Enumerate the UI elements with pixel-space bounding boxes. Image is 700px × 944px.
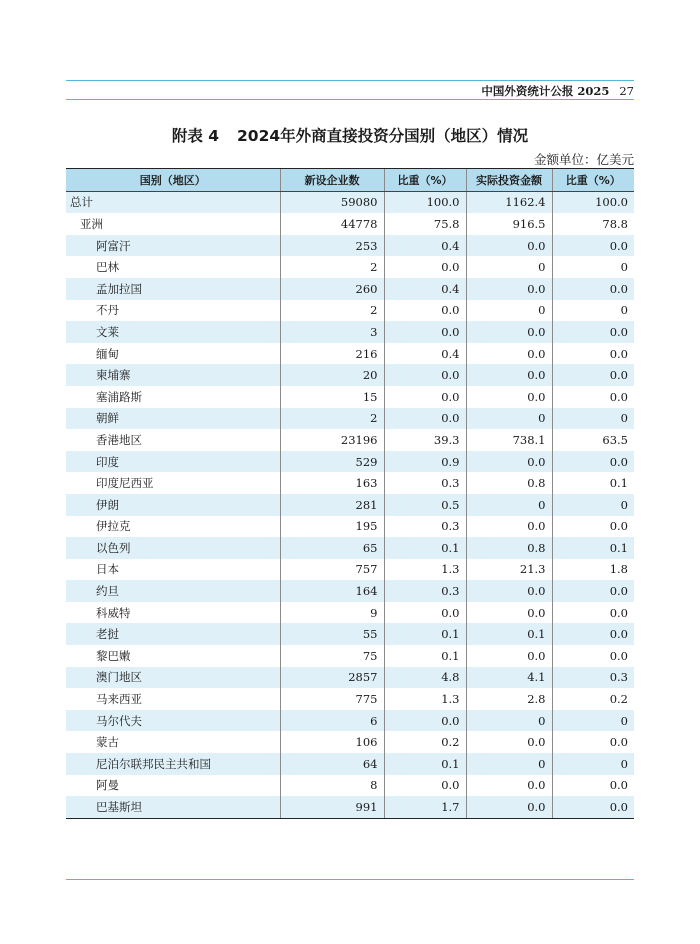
actual-investment-cell: 0.0 <box>466 796 552 818</box>
new-enterprises-cell: 106 <box>280 731 384 753</box>
new-enterprises-cell: 55 <box>280 623 384 645</box>
new-enterprises-cell: 216 <box>280 343 384 365</box>
table-header-row <box>66 169 634 192</box>
investment-share-cell: 0.0 <box>552 451 634 473</box>
investment-share-cell: 63.5 <box>552 429 634 451</box>
region-cell: 亚洲 <box>66 213 280 235</box>
table-row <box>66 235 634 257</box>
table-row <box>66 775 634 797</box>
table-row <box>66 710 634 732</box>
investment-share-cell: 78.8 <box>552 213 634 235</box>
enterprise-share-cell: 0.0 <box>384 256 466 278</box>
new-enterprises-cell: 2 <box>280 256 384 278</box>
actual-investment-cell: 0.0 <box>466 775 552 797</box>
region-cell: 伊拉克 <box>66 516 280 538</box>
region-cell: 阿富汗 <box>66 235 280 257</box>
enterprise-share-cell: 0.3 <box>384 580 466 602</box>
region-cell: 印度尼西亚 <box>66 472 280 494</box>
actual-investment-cell: 21.3 <box>466 559 552 581</box>
new-enterprises-cell: 991 <box>280 796 384 818</box>
region-cell: 日本 <box>66 559 280 581</box>
investment-share-cell: 0 <box>552 256 634 278</box>
table-row <box>66 472 634 494</box>
actual-investment-cell: 738.1 <box>466 429 552 451</box>
enterprise-share-cell: 0.0 <box>384 386 466 408</box>
new-enterprises-cell: 2 <box>280 300 384 322</box>
new-enterprises-cell: 164 <box>280 580 384 602</box>
investment-share-cell: 0.0 <box>552 602 634 624</box>
enterprise-share-cell: 1.7 <box>384 796 466 818</box>
table-row <box>66 559 634 581</box>
running-head <box>66 84 634 98</box>
investment-share-cell: 0 <box>552 494 634 516</box>
enterprise-share-cell: 0.0 <box>384 710 466 732</box>
actual-investment-cell: 0.8 <box>466 537 552 559</box>
table-label: 附表 4 <box>171 127 220 145</box>
new-enterprises-cell: 8 <box>280 775 384 797</box>
actual-investment-cell: 0 <box>466 408 552 430</box>
investment-share-cell: 0.1 <box>552 472 634 494</box>
new-enterprises-cell: 253 <box>280 235 384 257</box>
new-enterprises-cell: 44778 <box>280 213 384 235</box>
enterprise-share-cell: 1.3 <box>384 559 466 581</box>
table-row <box>66 343 634 365</box>
enterprise-share-cell: 0.0 <box>384 408 466 430</box>
table-row <box>66 580 634 602</box>
investment-share-cell: 1.8 <box>552 559 634 581</box>
region-cell: 黎巴嫩 <box>66 645 280 667</box>
new-enterprises-cell: 281 <box>280 494 384 516</box>
enterprise-share-cell: 75.8 <box>384 213 466 235</box>
enterprise-share-cell: 0.2 <box>384 731 466 753</box>
new-enterprises-cell: 65 <box>280 537 384 559</box>
enterprise-share-cell: 0.9 <box>384 451 466 473</box>
region-cell: 蒙古 <box>66 731 280 753</box>
table-row <box>66 429 634 451</box>
investment-share-cell: 100.0 <box>552 191 634 213</box>
table-row <box>66 256 634 278</box>
investment-table <box>66 168 634 819</box>
region-cell: 澳门地区 <box>66 667 280 689</box>
actual-investment-cell: 0.0 <box>466 364 552 386</box>
actual-investment-cell: 0 <box>466 300 552 322</box>
investment-share-cell: 0.2 <box>552 688 634 710</box>
region-cell: 香港地区 <box>66 429 280 451</box>
region-cell: 塞浦路斯 <box>66 386 280 408</box>
top-rule <box>66 80 634 81</box>
table-row <box>66 516 634 538</box>
enterprise-share-cell: 100.0 <box>384 191 466 213</box>
new-enterprises-cell: 195 <box>280 516 384 538</box>
table-title-text: 2024年外商直接投资分国别（地区）情况 <box>237 127 529 145</box>
actual-investment-cell: 0 <box>466 256 552 278</box>
page-number: 27 <box>619 84 634 98</box>
column-header-share-investment: 比重（%） <box>552 169 634 192</box>
enterprise-share-cell: 0.0 <box>384 602 466 624</box>
region-cell: 马尔代夫 <box>66 710 280 732</box>
new-enterprises-cell: 20 <box>280 364 384 386</box>
investment-share-cell: 0 <box>552 710 634 732</box>
enterprise-share-cell: 0.0 <box>384 321 466 343</box>
investment-share-cell: 0 <box>552 753 634 775</box>
table-row <box>66 753 634 775</box>
region-cell: 总计 <box>66 191 280 213</box>
actual-investment-cell: 916.5 <box>466 213 552 235</box>
region-cell: 老挝 <box>66 623 280 645</box>
region-cell: 科威特 <box>66 602 280 624</box>
new-enterprises-cell: 59080 <box>280 191 384 213</box>
enterprise-share-cell: 0.0 <box>384 775 466 797</box>
table-row <box>66 213 634 235</box>
new-enterprises-cell: 3 <box>280 321 384 343</box>
new-enterprises-cell: 529 <box>280 451 384 473</box>
new-enterprises-cell: 260 <box>280 278 384 300</box>
new-enterprises-cell: 775 <box>280 688 384 710</box>
column-header-new-enterprises: 新设企业数 <box>280 169 384 192</box>
actual-investment-cell: 0.0 <box>466 278 552 300</box>
actual-investment-cell: 0.0 <box>466 386 552 408</box>
table-row <box>66 688 634 710</box>
column-header-share-enterprises: 比重（%） <box>384 169 466 192</box>
new-enterprises-cell: 163 <box>280 472 384 494</box>
enterprise-share-cell: 0.4 <box>384 278 466 300</box>
table-row <box>66 408 634 430</box>
actual-investment-cell: 0.0 <box>466 235 552 257</box>
enterprise-share-cell: 0.3 <box>384 472 466 494</box>
region-cell: 柬埔寨 <box>66 364 280 386</box>
table-row <box>66 602 634 624</box>
new-enterprises-cell: 2 <box>280 408 384 430</box>
table-row <box>66 494 634 516</box>
investment-share-cell: 0.0 <box>552 796 634 818</box>
table-row <box>66 623 634 645</box>
region-cell: 巴林 <box>66 256 280 278</box>
enterprise-share-cell: 0.0 <box>384 364 466 386</box>
enterprise-share-cell: 4.8 <box>384 667 466 689</box>
table-row <box>66 386 634 408</box>
new-enterprises-cell: 23196 <box>280 429 384 451</box>
investment-share-cell: 0.0 <box>552 364 634 386</box>
table-row <box>66 731 634 753</box>
new-enterprises-cell: 15 <box>280 386 384 408</box>
actual-investment-cell: 4.1 <box>466 667 552 689</box>
enterprise-share-cell: 0.1 <box>384 623 466 645</box>
enterprise-share-cell: 0.1 <box>384 645 466 667</box>
investment-share-cell: 0.0 <box>552 731 634 753</box>
enterprise-share-cell: 0.4 <box>384 343 466 365</box>
column-header-region: 国别（地区） <box>66 169 280 192</box>
table-body <box>66 191 634 818</box>
enterprise-share-cell: 39.3 <box>384 429 466 451</box>
investment-share-cell: 0.0 <box>552 623 634 645</box>
new-enterprises-cell: 9 <box>280 602 384 624</box>
investment-share-cell: 0.1 <box>552 537 634 559</box>
actual-investment-cell: 0.0 <box>466 516 552 538</box>
investment-share-cell: 0 <box>552 300 634 322</box>
region-cell: 缅甸 <box>66 343 280 365</box>
actual-investment-cell: 0.8 <box>466 472 552 494</box>
region-cell: 文莱 <box>66 321 280 343</box>
region-cell: 孟加拉国 <box>66 278 280 300</box>
actual-investment-cell: 0 <box>466 710 552 732</box>
region-cell: 印度 <box>66 451 280 473</box>
region-cell: 不丹 <box>66 300 280 322</box>
new-enterprises-cell: 2857 <box>280 667 384 689</box>
actual-investment-cell: 1162.4 <box>466 191 552 213</box>
actual-investment-cell: 0.0 <box>466 731 552 753</box>
investment-share-cell: 0 <box>552 408 634 430</box>
actual-investment-cell: 0.0 <box>466 580 552 602</box>
new-enterprises-cell: 64 <box>280 753 384 775</box>
table-row <box>66 321 634 343</box>
new-enterprises-cell: 6 <box>280 710 384 732</box>
region-cell: 阿曼 <box>66 775 280 797</box>
publication-title: 中国外资统计公报 2025 <box>481 84 610 98</box>
table-row <box>66 300 634 322</box>
actual-investment-cell: 2.8 <box>466 688 552 710</box>
investment-share-cell: 0.0 <box>552 321 634 343</box>
investment-share-cell: 0.0 <box>552 235 634 257</box>
actual-investment-cell: 0.0 <box>466 321 552 343</box>
enterprise-share-cell: 0.3 <box>384 516 466 538</box>
actual-investment-cell: 0.0 <box>466 602 552 624</box>
table-row <box>66 278 634 300</box>
investment-share-cell: 0.0 <box>552 645 634 667</box>
enterprise-share-cell: 0.5 <box>384 494 466 516</box>
investment-share-cell: 0.0 <box>552 775 634 797</box>
enterprise-share-cell: 1.3 <box>384 688 466 710</box>
region-cell: 巴基斯坦 <box>66 796 280 818</box>
region-cell: 马来西亚 <box>66 688 280 710</box>
table-row <box>66 451 634 473</box>
enterprise-share-cell: 0.0 <box>384 300 466 322</box>
actual-investment-cell: 0.0 <box>466 343 552 365</box>
region-cell: 以色列 <box>66 537 280 559</box>
table-row <box>66 645 634 667</box>
enterprise-share-cell: 0.4 <box>384 235 466 257</box>
actual-investment-cell: 0 <box>466 494 552 516</box>
table-row <box>66 364 634 386</box>
actual-investment-cell: 0.0 <box>466 451 552 473</box>
actual-investment-cell: 0 <box>466 753 552 775</box>
investment-share-cell: 0.0 <box>552 278 634 300</box>
header-rule <box>66 99 634 100</box>
table-title <box>66 124 634 146</box>
investment-share-cell: 0.0 <box>552 343 634 365</box>
new-enterprises-cell: 757 <box>280 559 384 581</box>
table-row <box>66 537 634 559</box>
actual-investment-cell: 0.0 <box>466 645 552 667</box>
table-row <box>66 191 634 213</box>
investment-share-cell: 0.0 <box>552 516 634 538</box>
footer-rule <box>66 879 634 880</box>
investment-share-cell: 0.0 <box>552 580 634 602</box>
enterprise-share-cell: 0.1 <box>384 753 466 775</box>
actual-investment-cell: 0.1 <box>466 623 552 645</box>
region-cell: 朝鲜 <box>66 408 280 430</box>
table-row <box>66 796 634 818</box>
new-enterprises-cell: 75 <box>280 645 384 667</box>
region-cell: 约旦 <box>66 580 280 602</box>
column-header-actual-investment: 实际投资金额 <box>466 169 552 192</box>
region-cell: 尼泊尔联邦民主共和国 <box>66 753 280 775</box>
unit-note: 金额单位：亿美元 <box>533 152 634 167</box>
enterprise-share-cell: 0.1 <box>384 537 466 559</box>
table-row <box>66 667 634 689</box>
investment-share-cell: 0.3 <box>552 667 634 689</box>
region-cell: 伊朗 <box>66 494 280 516</box>
investment-share-cell: 0.0 <box>552 386 634 408</box>
